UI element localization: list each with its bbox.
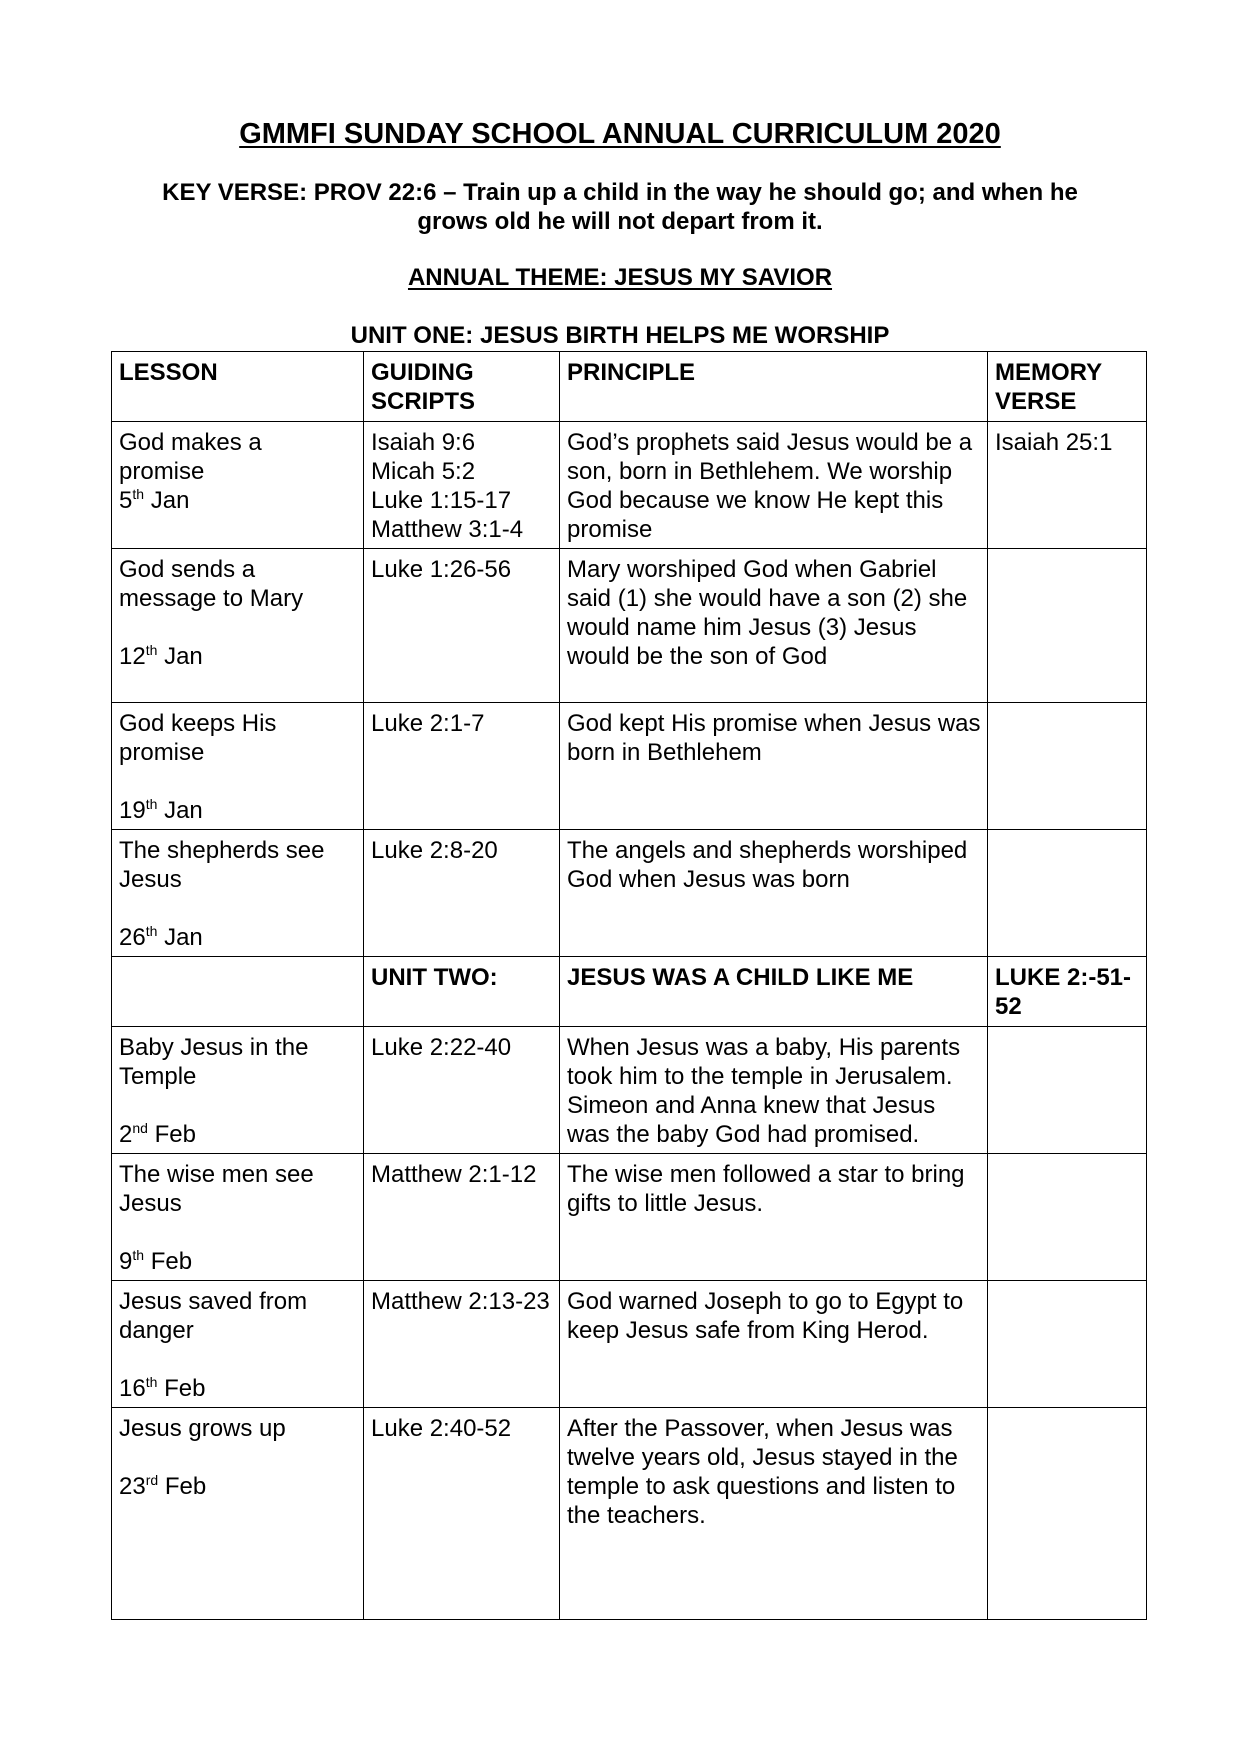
principle-cell: When Jesus was a baby, His parents took him to the temple in Jerusalem. Simeon and Anna knew that Jesus was the baby God had promised. — [560, 1027, 988, 1154]
date-suffix: nd — [132, 1120, 148, 1136]
lesson-cell — [112, 1154, 364, 1281]
table-row — [112, 1154, 1147, 1281]
guiding-scripts-cell — [364, 1154, 560, 1281]
date-month: Jan — [164, 924, 203, 951]
lesson-cell — [112, 703, 364, 830]
lesson-cell — [112, 830, 364, 957]
lesson-title-line2: Jesus — [119, 866, 182, 893]
lesson-cell — [112, 549, 364, 703]
header-lesson: LESSON — [112, 352, 364, 422]
curriculum-table — [111, 351, 1147, 1620]
table-row — [112, 549, 1147, 703]
date-day: 19 — [119, 797, 146, 824]
principle-cell: God warned Joseph to go to Egypt to keep Jesus safe from King Herod. — [560, 1281, 988, 1408]
scripture-ref: Luke 2:22-40 — [371, 1034, 512, 1061]
scripture-ref: Luke 1:15-17 — [371, 487, 512, 514]
lesson-date — [119, 797, 203, 824]
table-header-row — [112, 352, 1147, 422]
lesson-cell — [112, 1408, 364, 1620]
date-day: 23 — [119, 1473, 146, 1500]
guiding-scripts-cell — [364, 1408, 560, 1620]
guiding-scripts-cell — [364, 1027, 560, 1154]
scripture-ref: Luke 2:1-7 — [371, 710, 485, 737]
memory-verse-cell — [988, 1408, 1147, 1620]
principle-cell: The wise men followed a star to bring gifts to little Jesus. — [560, 1154, 988, 1281]
memory-verse-cell — [988, 549, 1147, 703]
lesson-title-line2: promise — [119, 739, 205, 766]
lesson-date — [119, 1375, 205, 1402]
lesson-title-line1: The shepherds see — [119, 837, 325, 864]
memory-verse-cell — [988, 1281, 1147, 1408]
date-suffix: th — [145, 1374, 158, 1390]
date-day: 26 — [119, 924, 146, 951]
spacer — [119, 894, 357, 923]
date-month: Jan — [164, 643, 203, 670]
table-row — [112, 830, 1147, 957]
header-guiding-scripts — [364, 352, 560, 422]
header-guiding-line1: GUIDING — [371, 359, 474, 386]
header-memory-verse — [988, 352, 1147, 422]
table-row — [112, 422, 1147, 549]
table-row — [112, 1027, 1147, 1154]
lesson-date — [119, 924, 203, 951]
unit-one-heading: UNIT ONE: JESUS BIRTH HELPS ME WORSHIP — [350, 322, 890, 349]
header-memory-line1: MEMORY — [995, 359, 1103, 386]
header-guiding-line2: SCRIPTS — [371, 388, 476, 415]
memory-verse-cell: Isaiah 25:1 — [988, 422, 1147, 549]
guiding-scripts-cell — [364, 422, 560, 549]
memory-verse-cell — [988, 1154, 1147, 1281]
table-row — [112, 703, 1147, 830]
date-suffix: th — [145, 796, 158, 812]
principle-cell: Mary worshiped God when Gabriel said (1) she would have a son (2) she would name him Jesus (3) Jesus would be the son of God — [560, 549, 988, 703]
memory-verse-cell — [988, 1027, 1147, 1154]
date-suffix: th — [145, 923, 158, 939]
date-suffix: th — [132, 1247, 145, 1263]
principle-cell: God kept His promise when Jesus was born in Bethlehem — [560, 703, 988, 830]
lesson-title-line1: God keeps His — [119, 710, 277, 737]
principle-cell: God’s prophets said Jesus would be a son, born in Bethlehem. We worship God because we know He kept this promise — [560, 422, 988, 549]
table-row — [112, 1281, 1147, 1408]
lesson-title-line2: Temple — [119, 1063, 197, 1090]
lesson-title-line1: Baby Jesus in the — [119, 1034, 309, 1061]
spacer — [119, 1091, 357, 1120]
header-principle: PRINCIPLE — [560, 352, 988, 422]
date-day: 9 — [119, 1248, 133, 1275]
lesson-cell — [112, 1281, 364, 1408]
scripture-ref: Isaiah 9:6 — [371, 429, 476, 456]
key-verse: KEY VERSE: PROV 22:6 – Train up a child in the way he should go; and when he grows old he will not depart from it. — [162, 179, 1078, 235]
date-day: 16 — [119, 1375, 146, 1402]
table-row — [112, 1408, 1147, 1620]
guiding-scripts-cell — [364, 830, 560, 957]
unit-two-theme: JESUS WAS A CHILD LIKE ME — [560, 957, 988, 1027]
lesson-title-line2: Jesus — [119, 1190, 182, 1217]
lesson-title-line1: The wise men see — [119, 1161, 314, 1188]
unit-two-label: UNIT TWO: — [364, 957, 560, 1027]
lesson-title-line1: Jesus grows up — [119, 1415, 286, 1442]
scripture-ref: Luke 2:40-52 — [371, 1415, 512, 1442]
scripture-ref: Luke 1:26-56 — [371, 556, 512, 583]
annual-theme: ANNUAL THEME: JESUS MY SAVIOR — [407, 264, 833, 291]
lesson-title-line1: Jesus saved from — [119, 1288, 308, 1315]
scripture-ref: Matthew 2:13-23 — [371, 1288, 550, 1315]
spacer — [119, 613, 357, 642]
date-month: Feb — [150, 1248, 193, 1275]
guiding-scripts-cell — [364, 1281, 560, 1408]
empty-cell — [112, 957, 364, 1027]
lesson-date — [119, 1248, 192, 1275]
scripture-ref: Micah 5:2 — [371, 458, 476, 485]
spacer — [119, 1443, 357, 1472]
date-month: Feb — [154, 1121, 196, 1148]
date-suffix: th — [145, 642, 158, 658]
principle-cell: The angels and shepherds worshiped God when Jesus was born — [560, 830, 988, 957]
document-title: GMMFI SUNDAY SCHOOL ANNUAL CURRICULUM 2020 — [239, 118, 1001, 150]
lesson-cell — [112, 422, 364, 549]
scripture-ref: Matthew 2:1-12 — [371, 1161, 537, 1188]
guiding-scripts-cell — [364, 703, 560, 830]
scripture-ref: Matthew 3:1-4 — [371, 516, 524, 543]
lesson-date — [119, 643, 203, 670]
lesson-date — [119, 487, 189, 514]
date-suffix: rd — [145, 1472, 159, 1488]
spacer — [119, 1345, 357, 1374]
memory-verse-cell — [988, 830, 1147, 957]
lesson-cell — [112, 1027, 364, 1154]
date-month: Feb — [164, 1473, 207, 1500]
lesson-date — [119, 1473, 206, 1500]
date-month: Jan — [150, 487, 190, 514]
lesson-title-line1: God sends a — [119, 556, 256, 583]
guiding-scripts-cell — [364, 549, 560, 703]
date-suffix: th — [132, 486, 145, 502]
date-day: 2 — [119, 1121, 133, 1148]
unit-two-memory-verse: LUKE 2:-51-52 — [988, 957, 1147, 1027]
principle-cell: After the Passover, when Jesus was twelve years old, Jesus stayed in the temple to ask questions and listen to the teachers. — [560, 1408, 988, 1620]
date-month: Feb — [164, 1375, 206, 1402]
lesson-title-line1: God makes a — [119, 429, 262, 456]
scripture-ref: Luke 2:8-20 — [371, 837, 498, 864]
unit-two-row — [112, 957, 1147, 1027]
date-day: 5 — [119, 487, 133, 514]
date-month: Jan — [164, 797, 203, 824]
memory-verse-cell — [988, 703, 1147, 830]
header-memory-line2: VERSE — [995, 388, 1077, 415]
date-day: 12 — [119, 643, 146, 670]
spacer — [119, 767, 357, 796]
lesson-title-line2: message to Mary — [119, 585, 304, 612]
lesson-title-line2: promise — [119, 458, 205, 485]
spacer — [119, 1218, 357, 1247]
lesson-date — [119, 1121, 196, 1148]
lesson-title-line2: danger — [119, 1317, 194, 1344]
